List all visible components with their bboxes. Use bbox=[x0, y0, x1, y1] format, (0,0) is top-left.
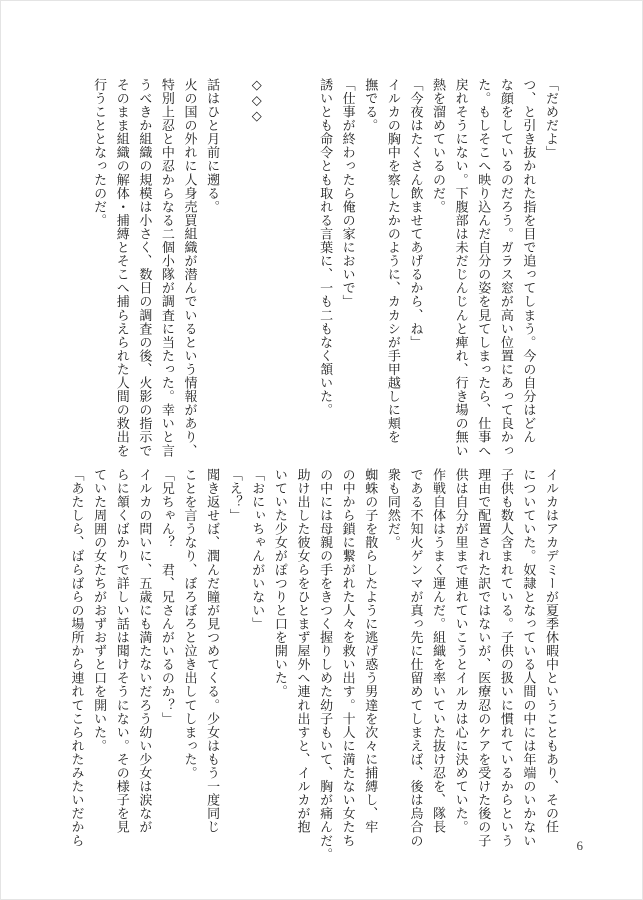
text-line: 火の国の外れに人身売買組織が潜んでいるという情報があり、 bbox=[181, 78, 197, 458]
text-line: 理由で配置された訳ではないが、医療忍のケアを受けた後の子 bbox=[475, 468, 491, 848]
text-line: イルカはアカデミーが夏季休暇中ということもあり、その任 bbox=[543, 468, 558, 834]
text-line: 供は自分が里まで連れていこうとイルカは心に決めていた。 bbox=[452, 468, 468, 834]
text-line: 「仕事が終わったら俺の家においで」 bbox=[339, 78, 355, 309]
text-line: らに頷くばかりで詳しい話は聞けそうにない。その様子を見 bbox=[113, 468, 129, 834]
text-line: イルカの問いに、五歳にも満たないだろう幼い少女は涙なが bbox=[136, 468, 152, 834]
upper-text-block bbox=[91, 78, 561, 458]
text-line: 「あたしら、ばらばらの場所から連れてこられたみたいだから bbox=[68, 468, 84, 848]
text-line: 「兄ちゃん？ 君、兄さんがいるのか？」 bbox=[158, 468, 174, 726]
text-line: についていた。奴隷となっている人間の中には年端のいかない bbox=[520, 468, 536, 848]
text-line: 衆も同然だ。 bbox=[384, 468, 400, 550]
text-line bbox=[267, 78, 290, 448]
text-line: イルカの胸中を察したかのように、カカシが手甲越しに頬を bbox=[384, 78, 400, 444]
text-line: つ、と引き抜かれた指を目で追ってしまう。今の自分はどん bbox=[520, 78, 536, 444]
lower-text-block bbox=[68, 468, 561, 861]
text-line: 「今夜はたくさん飲ませてあげるから、ね」 bbox=[407, 78, 423, 349]
text-line: 蜘蛛の子を散らしたように逃げ惑う男達を次々に捕縛し、牢 bbox=[362, 468, 378, 834]
text-line: 話はひと月前に遡る。 bbox=[204, 78, 220, 214]
text-line: 熱を溜めているのだ。 bbox=[430, 78, 446, 214]
text-line: 行うこととなったのだ。 bbox=[91, 78, 107, 228]
text-line: 助け出した彼女らをひとまず屋外へ連れ出すと、イルカが抱 bbox=[294, 468, 310, 834]
text-line: な顔をしているのだろう。ガラス窓が高い位置にあって良かっ bbox=[497, 78, 513, 458]
text-line: 聞き返せば、潤んだ瞳が見つめてくる。少女はもう一度同じ bbox=[204, 468, 220, 834]
text-line: 「おにぃちゃんがいない」 bbox=[249, 468, 265, 631]
text-line: そのまま組織の解体・捕縛とそこへ捕らえられた人間の救出を bbox=[113, 78, 129, 458]
text-line: ことを言うなり、ぼろぼろと泣き出してしまった。 bbox=[181, 468, 197, 780]
text-line: いていた少女がぽつりと口を開いた。 bbox=[271, 468, 287, 699]
text-line: 撫でる。 bbox=[362, 78, 378, 133]
text-line: 特別上忍と中忍からなる二個小隊が調査に当たった。幸いと言 bbox=[158, 78, 174, 458]
text-line: た。もしそこへ映り込んだ自分の姿を見てしまったら、仕事へ bbox=[475, 78, 491, 458]
text-line: 子供も数人含まれている。子供の扱いに慣れているからという bbox=[497, 468, 513, 848]
text-line: 誘いとも命令とも取れる言葉に、一も二もなく頷いた。 bbox=[317, 78, 333, 417]
text-line bbox=[290, 78, 313, 448]
text-line: 「だめだよ」 bbox=[543, 78, 558, 160]
text-line: 作戦自体はうまく運んだ。組織を率いていた抜け忍を、隊長 bbox=[430, 468, 446, 834]
text-line: ◇◇◇ bbox=[249, 78, 265, 125]
page-number: 6 bbox=[576, 838, 583, 853]
text-line: の中には母親の手をきつく握りしめた幼子もいて、胸が痛んだ。 bbox=[317, 468, 333, 861]
text-line: 「え？」 bbox=[226, 468, 242, 523]
text-line: である不知火ゲンマが真っ先に仕留めてしまえば、後は烏合の bbox=[407, 468, 423, 848]
text-line: ていた周囲の女たちがおずおずと口を開いた。 bbox=[91, 468, 107, 753]
text-line: 戻れそうにない。下腹部は未だじんじんと痺れ、行き場の無い bbox=[452, 78, 468, 458]
text-line bbox=[222, 78, 245, 448]
text-line: の中から鎖に繋がれた人々を救い出す。十人に満たない女たち bbox=[339, 468, 355, 848]
text-line: うべきか組織の規模は小さく、数日の調査の後、火影の指示で bbox=[136, 78, 152, 458]
